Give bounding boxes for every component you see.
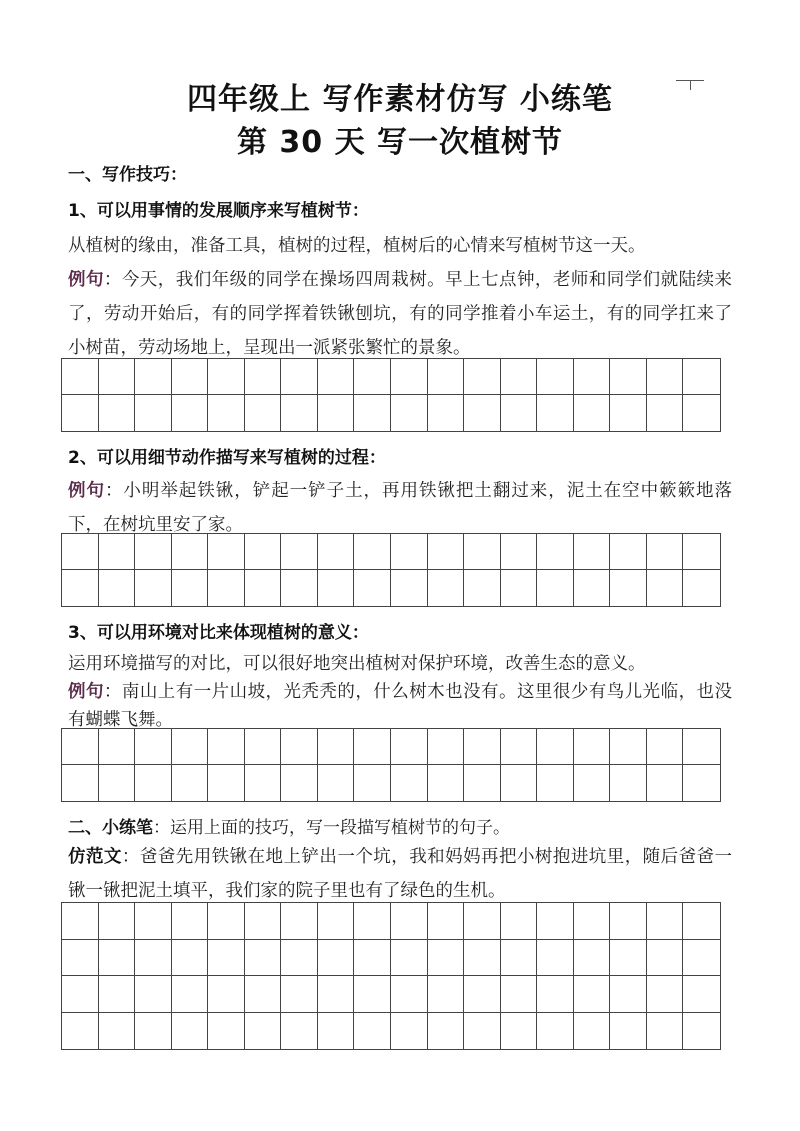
- grid-cell[interactable]: [318, 765, 355, 801]
- example-label: 例句: [68, 682, 104, 702]
- grid-cell[interactable]: [574, 903, 611, 940]
- grid-cell[interactable]: [537, 395, 574, 431]
- grid-cell[interactable]: [574, 729, 611, 765]
- tip-1-heading: 1、可以用事情的发展顺序来写植树节：: [68, 201, 369, 221]
- grid-cell[interactable]: [245, 940, 282, 977]
- grid-cell[interactable]: [62, 395, 99, 431]
- grid-cell[interactable]: [281, 765, 318, 801]
- grid-cell[interactable]: [610, 1013, 647, 1050]
- grid-cell[interactable]: [318, 976, 355, 1013]
- grid-cell[interactable]: [62, 903, 99, 940]
- grid-cell[interactable]: [610, 570, 647, 606]
- grid-cell[interactable]: [354, 534, 391, 570]
- grid-cell[interactable]: [464, 1013, 501, 1050]
- grid-cell[interactable]: [391, 729, 428, 765]
- grid-cell[interactable]: [391, 1013, 428, 1050]
- grid-cell[interactable]: [428, 359, 465, 395]
- grid-cell[interactable]: [208, 395, 245, 431]
- grid-cell[interactable]: [464, 976, 501, 1013]
- example-text: ：小明举起铁锹，铲起一铲子土，再用铁锹把土翻过来，泥土在空中簌簌地落下，在树坑里安了家。: [68, 481, 733, 535]
- tip-3-heading: 3、可以用环境对比来体现植树的意义：: [68, 623, 369, 643]
- grid-cell[interactable]: [172, 903, 209, 940]
- grid-cell[interactable]: [428, 940, 465, 977]
- grid-cell[interactable]: [99, 534, 136, 570]
- grid-cell[interactable]: [281, 976, 318, 1013]
- grid-cell[interactable]: [428, 765, 465, 801]
- grid-cell[interactable]: [135, 534, 172, 570]
- grid-cell[interactable]: [99, 1013, 136, 1050]
- grid-cell[interactable]: [464, 534, 501, 570]
- grid-cell[interactable]: [135, 940, 172, 977]
- grid-cell[interactable]: [647, 1013, 684, 1050]
- grid-cell[interactable]: [647, 729, 684, 765]
- grid-cell[interactable]: [428, 534, 465, 570]
- grid-cell[interactable]: [354, 976, 391, 1013]
- grid-cell[interactable]: [428, 729, 465, 765]
- writing-grid-2[interactable]: [61, 533, 721, 607]
- grid-cell[interactable]: [99, 570, 136, 606]
- grid-cell[interactable]: [172, 570, 209, 606]
- grid-cell[interactable]: [391, 940, 428, 977]
- example-text: ：南山上有一片山坡，光秃秃的，什么树木也没有。这里很少有鸟儿光临，也没有蝴蝶飞舞。: [68, 682, 733, 730]
- grid-cell[interactable]: [208, 534, 245, 570]
- grid-cell[interactable]: [99, 395, 136, 431]
- grid-cell[interactable]: [208, 729, 245, 765]
- grid-cell[interactable]: [135, 765, 172, 801]
- grid-cell[interactable]: [464, 395, 501, 431]
- grid-cell[interactable]: [683, 976, 720, 1013]
- grid-cell[interactable]: [62, 765, 99, 801]
- tip-2-example: [68, 474, 732, 542]
- grid-cell[interactable]: [610, 903, 647, 940]
- grid-cell[interactable]: [464, 570, 501, 606]
- grid-cell[interactable]: [172, 534, 209, 570]
- grid-cell[interactable]: [428, 903, 465, 940]
- grid-cell[interactable]: [391, 765, 428, 801]
- grid-cell[interactable]: [464, 940, 501, 977]
- grid-cell[interactable]: [135, 976, 172, 1013]
- grid-cell[interactable]: [574, 395, 611, 431]
- grid-cell[interactable]: [208, 570, 245, 606]
- grid-cell[interactable]: [537, 976, 574, 1013]
- grid-cell[interactable]: [208, 940, 245, 977]
- grid-cell[interactable]: [391, 534, 428, 570]
- tip-3-example: [68, 678, 732, 734]
- grid-cell[interactable]: [318, 395, 355, 431]
- grid-cell[interactable]: [537, 903, 574, 940]
- grid-cell[interactable]: [99, 359, 136, 395]
- grid-cell[interactable]: [135, 1013, 172, 1050]
- grid-cell[interactable]: [647, 570, 684, 606]
- grid-cell[interactable]: [281, 940, 318, 977]
- grid-cell[interactable]: [501, 570, 538, 606]
- grid-cell[interactable]: [537, 1013, 574, 1050]
- grid-cell[interactable]: [647, 976, 684, 1013]
- grid-cell[interactable]: [354, 765, 391, 801]
- grid-cell[interactable]: [99, 940, 136, 977]
- grid-cell[interactable]: [245, 570, 282, 606]
- grid-cell[interactable]: [135, 570, 172, 606]
- section-heading-writing-tips: 一、写作技巧：: [68, 165, 187, 185]
- grid-cell[interactable]: [428, 976, 465, 1013]
- grid-cell[interactable]: [537, 729, 574, 765]
- grid-cell[interactable]: [610, 395, 647, 431]
- grid-cell[interactable]: [62, 1013, 99, 1050]
- tip-2-heading: 2、可以用细节动作描写来写植树的过程：: [68, 448, 386, 468]
- practice-heading: [68, 813, 510, 838]
- model-text: ：爸爸先用铁锹在地上铲出一个坑，我和妈妈再把小树抱进坑里，随后爸爸一锹一锹把泥土填平，我们家的院子里也有了绿色的生机。: [68, 847, 732, 901]
- model-essay: [68, 840, 732, 908]
- grid-cell[interactable]: [391, 395, 428, 431]
- grid-cell[interactable]: [428, 395, 465, 431]
- grid-cell[interactable]: [683, 729, 720, 765]
- grid-cell[interactable]: [245, 976, 282, 1013]
- grid-cell[interactable]: [172, 765, 209, 801]
- page-title: 四年级上 写作素材仿写 小练笔: [187, 82, 613, 117]
- grid-cell[interactable]: [501, 359, 538, 395]
- grid-cell[interactable]: [464, 765, 501, 801]
- grid-cell[interactable]: [281, 534, 318, 570]
- grid-cell[interactable]: [208, 976, 245, 1013]
- grid-cell[interactable]: [354, 729, 391, 765]
- grid-cell[interactable]: [135, 359, 172, 395]
- grid-cell[interactable]: [501, 395, 538, 431]
- practice-title: 二、小练笔: [68, 818, 153, 838]
- grid-cell[interactable]: [245, 765, 282, 801]
- grid-cell[interactable]: [281, 729, 318, 765]
- grid-cell[interactable]: [281, 359, 318, 395]
- grid-cell[interactable]: [281, 1013, 318, 1050]
- grid-cell[interactable]: [464, 729, 501, 765]
- grid-cell[interactable]: [208, 903, 245, 940]
- writing-grid-3[interactable]: [61, 728, 721, 802]
- grid-cell[interactable]: [318, 940, 355, 977]
- grid-cell[interactable]: [99, 903, 136, 940]
- grid-cell[interactable]: [501, 1013, 538, 1050]
- grid-cell[interactable]: [610, 359, 647, 395]
- grid-cell[interactable]: [501, 903, 538, 940]
- grid-cell[interactable]: [537, 359, 574, 395]
- grid-cell[interactable]: [245, 395, 282, 431]
- grid-cell[interactable]: [99, 976, 136, 1013]
- grid-cell[interactable]: [647, 395, 684, 431]
- grid-cell[interactable]: [537, 534, 574, 570]
- grid-cell[interactable]: [62, 570, 99, 606]
- example-text: ：今天，我们年级的同学在操场四周栽树。早上七点钟，老师和同学们就陆续来了，劳动开始后，有的同学挥着铁锹刨坑，有的同学推着小车运土，有的同学扛来了小树苗，劳动场地上，呈现出一派紧张繁忙的景象。: [68, 270, 733, 358]
- grid-cell[interactable]: [281, 570, 318, 606]
- tip-1-intro: 从植树的缘由，准备工具，植树的过程，植树后的心情来写植树节这一天。: [68, 236, 646, 256]
- grid-cell[interactable]: [135, 903, 172, 940]
- grid-cell[interactable]: [391, 359, 428, 395]
- grid-cell[interactable]: [99, 729, 136, 765]
- grid-cell[interactable]: [574, 765, 611, 801]
- grid-cell[interactable]: [172, 940, 209, 977]
- grid-cell[interactable]: [391, 976, 428, 1013]
- grid-cell[interactable]: [537, 765, 574, 801]
- grid-cell[interactable]: [501, 765, 538, 801]
- grid-cell[interactable]: [62, 940, 99, 977]
- grid-cell[interactable]: [574, 940, 611, 977]
- grid-cell[interactable]: [501, 940, 538, 977]
- grid-cell[interactable]: [281, 395, 318, 431]
- grid-cell[interactable]: [647, 534, 684, 570]
- grid-cell[interactable]: [245, 729, 282, 765]
- grid-cell[interactable]: [574, 976, 611, 1013]
- grid-cell[interactable]: [647, 903, 684, 940]
- grid-cell[interactable]: [610, 729, 647, 765]
- grid-cell[interactable]: [245, 903, 282, 940]
- grid-cell[interactable]: [428, 570, 465, 606]
- grid-cell[interactable]: [574, 534, 611, 570]
- tip-3-intro: 运用环境描写的对比，可以很好地突出植树对保护环境，改善生态的意义。: [68, 654, 646, 674]
- grid-cell[interactable]: [464, 359, 501, 395]
- grid-cell[interactable]: [501, 729, 538, 765]
- grid-cell[interactable]: [391, 903, 428, 940]
- grid-cell[interactable]: [683, 395, 720, 431]
- grid-cell[interactable]: [318, 359, 355, 395]
- grid-cell[interactable]: [62, 534, 99, 570]
- model-label: 仿范文: [68, 847, 122, 867]
- grid-cell[interactable]: [428, 1013, 465, 1050]
- practice-instruction: ：运用上面的技巧，写一段描写植树节的句子。: [153, 818, 510, 838]
- example-label: 例句: [68, 481, 105, 501]
- grid-cell[interactable]: [574, 1013, 611, 1050]
- grid-cell[interactable]: [574, 359, 611, 395]
- grid-cell[interactable]: [245, 534, 282, 570]
- grid-cell[interactable]: [208, 1013, 245, 1050]
- grid-cell[interactable]: [683, 940, 720, 977]
- grid-cell[interactable]: [683, 570, 720, 606]
- grid-cell[interactable]: [172, 1013, 209, 1050]
- grid-cell[interactable]: [172, 395, 209, 431]
- grid-cell[interactable]: [647, 359, 684, 395]
- writing-grid-4[interactable]: [61, 902, 721, 1050]
- grid-cell[interactable]: [537, 570, 574, 606]
- grid-cell[interactable]: [574, 570, 611, 606]
- grid-cell[interactable]: [172, 359, 209, 395]
- grid-cell[interactable]: [683, 1013, 720, 1050]
- grid-cell[interactable]: [683, 903, 720, 940]
- grid-cell[interactable]: [354, 570, 391, 606]
- grid-cell[interactable]: [647, 940, 684, 977]
- grid-cell[interactable]: [172, 729, 209, 765]
- page-subtitle: 第 30 天 写一次植树节: [236, 125, 564, 160]
- grid-cell[interactable]: [318, 570, 355, 606]
- grid-cell[interactable]: [501, 976, 538, 1013]
- grid-cell[interactable]: [354, 903, 391, 940]
- grid-cell[interactable]: [610, 765, 647, 801]
- grid-cell[interactable]: [281, 903, 318, 940]
- tip-1-example: [68, 263, 732, 365]
- grid-cell[interactable]: [208, 359, 245, 395]
- grid-cell[interactable]: [318, 534, 355, 570]
- grid-cell[interactable]: [172, 976, 209, 1013]
- grid-cell[interactable]: [135, 729, 172, 765]
- grid-cell[interactable]: [208, 765, 245, 801]
- grid-cell[interactable]: [391, 570, 428, 606]
- grid-cell[interactable]: [610, 940, 647, 977]
- grid-cell[interactable]: [537, 940, 574, 977]
- grid-cell[interactable]: [318, 903, 355, 940]
- grid-cell[interactable]: [354, 940, 391, 977]
- grid-cell[interactable]: [683, 534, 720, 570]
- grid-cell[interactable]: [245, 1013, 282, 1050]
- grid-cell[interactable]: [135, 395, 172, 431]
- grid-cell[interactable]: [318, 729, 355, 765]
- grid-cell[interactable]: [318, 1013, 355, 1050]
- grid-cell[interactable]: [683, 359, 720, 395]
- grid-cell[interactable]: [610, 534, 647, 570]
- example-label: 例句: [68, 270, 104, 290]
- grid-cell[interactable]: [501, 534, 538, 570]
- grid-cell[interactable]: [354, 1013, 391, 1050]
- grid-cell[interactable]: [683, 765, 720, 801]
- grid-cell[interactable]: [99, 765, 136, 801]
- grid-cell[interactable]: [464, 903, 501, 940]
- grid-cell[interactable]: [62, 976, 99, 1013]
- grid-cell[interactable]: [62, 359, 99, 395]
- grid-cell[interactable]: [610, 976, 647, 1013]
- grid-cell[interactable]: [354, 395, 391, 431]
- grid-cell[interactable]: [647, 765, 684, 801]
- grid-cell[interactable]: [354, 359, 391, 395]
- grid-cell[interactable]: [62, 729, 99, 765]
- grid-cell[interactable]: [245, 359, 282, 395]
- writing-grid-1[interactable]: [61, 358, 721, 432]
